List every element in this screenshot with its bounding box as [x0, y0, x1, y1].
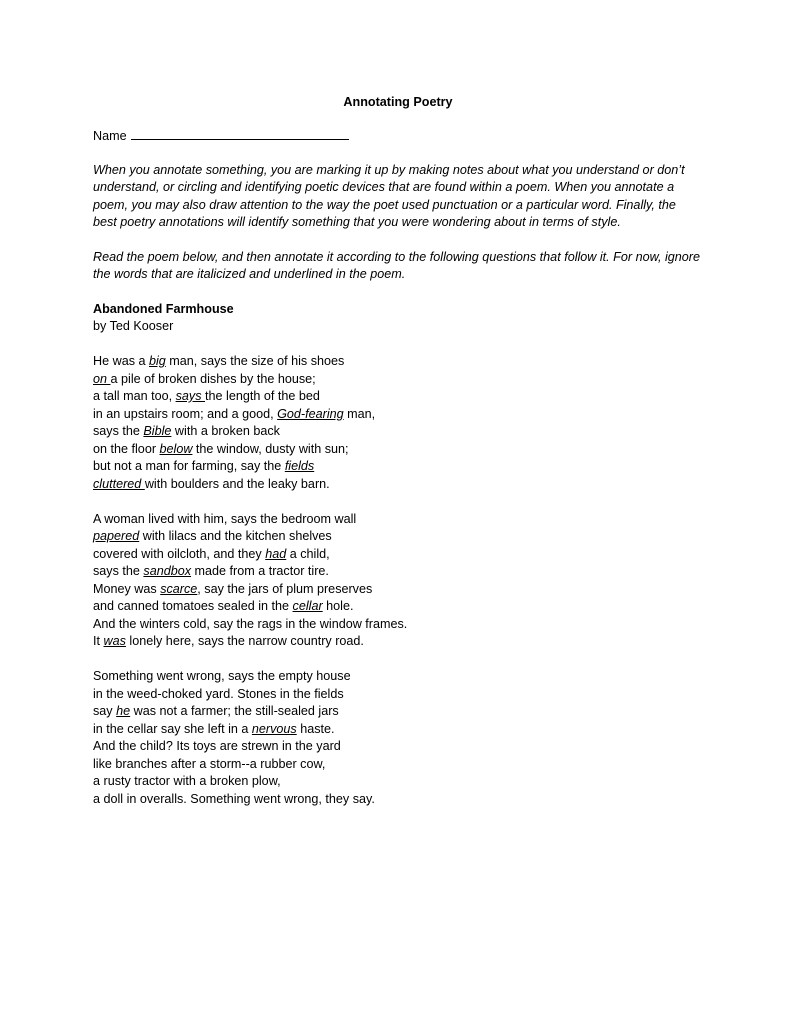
line-text: And the child? Its toys are strewn in the yard: [93, 739, 341, 753]
underlined-word: Bible: [143, 424, 172, 438]
name-label: Name: [93, 129, 127, 143]
line-text: with boulders and the leaky barn.: [144, 476, 330, 491]
line-text: in the weed-choked yard. Stones in the fields: [93, 686, 344, 701]
line-text: Something went wrong, says the empty house: [93, 669, 351, 683]
line-text: man, says the size of his shoes: [165, 354, 345, 368]
line-text: like branches after a storm--a rubber cow,: [93, 756, 326, 771]
poem-line: [93, 581, 703, 599]
line-text: with a broken back: [171, 424, 280, 438]
line-text: in an upstairs room; and a good,: [93, 406, 278, 421]
line-text: says the: [93, 564, 144, 578]
line-text: says the: [93, 424, 144, 438]
name-field-row: [93, 127, 703, 145]
line-text: , say the jars of plum preserves: [197, 581, 373, 596]
poem-line: [93, 668, 703, 686]
line-text: say: [93, 704, 117, 718]
line-text: was not a farmer; the still-sealed jars: [130, 704, 339, 718]
line-text: covered with oilcloth, and they: [93, 546, 266, 561]
poem-line: [93, 423, 703, 441]
poem-line: [93, 353, 703, 371]
poem-stanza-2: [93, 511, 703, 651]
line-text: a pile of broken dishes by the house;: [110, 371, 316, 386]
underlined-word: cluttered: [93, 476, 145, 491]
poem-author: by Ted Kooser: [93, 319, 174, 333]
underlined-word: was: [103, 634, 126, 648]
poem-body: [93, 353, 703, 808]
poem-line: [93, 738, 703, 756]
poem-line: [93, 458, 703, 476]
document-page: [93, 92, 703, 808]
page-title: Annotating Poetry: [343, 95, 453, 109]
underlined-word: had: [265, 546, 287, 561]
poem-line: [93, 686, 703, 704]
line-text: haste.: [296, 721, 335, 736]
poem-line: [93, 406, 703, 424]
underlined-word: below: [159, 441, 193, 456]
poem-stanza-3: [93, 668, 703, 808]
underlined-word: big: [149, 354, 166, 368]
underlined-word: sandbox: [143, 564, 192, 578]
poem-line: [93, 756, 703, 774]
line-text: a doll in overalls. Something went wrong, they say.: [93, 791, 375, 806]
poem-line: [93, 703, 703, 721]
poem-line: [93, 598, 703, 616]
poem-line: [93, 546, 703, 564]
poem-line: [93, 616, 703, 634]
line-text: the length of the bed: [205, 389, 320, 403]
poem-line: [93, 441, 703, 459]
poem-line: [93, 773, 703, 791]
poem-line: [93, 528, 703, 546]
line-text: hole.: [322, 599, 354, 613]
poem-line: [93, 791, 703, 809]
poem-line: [93, 371, 703, 389]
line-text: a child,: [286, 546, 330, 561]
line-text: in the cellar say she left in a: [93, 721, 252, 736]
line-text: And the winters cold, say the rags in the window frames.: [93, 616, 408, 631]
line-text: with lilacs and the kitchen shelves: [139, 529, 332, 543]
underlined-word: cellar: [292, 599, 323, 613]
line-text: made from a tractor tire.: [191, 564, 329, 578]
underlined-word: on: [93, 371, 111, 386]
intro-paragraph: When you annotate something, you are marking it up by making notes about what you understand or don’t understand, or circling and identifying poetic devices that are found within a poem. When you annotate a poem, you may also draw attention to the way the poet used punctuation or a particular word. Finally, the best poetry annotations will identify something that you were wondering about in terms of style.: [93, 162, 685, 229]
poem-line: [93, 476, 703, 494]
poem-line: [93, 721, 703, 739]
underlined-word: says: [175, 389, 206, 403]
poem-line: [93, 633, 703, 651]
line-text: lonely here, says the narrow country road.: [125, 634, 364, 648]
line-text: man,: [343, 406, 376, 421]
underlined-word: he: [116, 704, 131, 718]
line-text: A woman lived with him, says the bedroom wall: [93, 511, 357, 526]
line-text: Money was: [93, 581, 161, 596]
underlined-word: nervous: [251, 721, 297, 736]
line-text: a rusty tractor with a broken plow,: [93, 774, 281, 788]
underlined-word: papered: [93, 529, 140, 543]
underlined-word: God-fearing: [277, 406, 344, 421]
line-text: and canned tomatoes sealed in the: [93, 599, 293, 613]
line-text: He was a: [93, 354, 149, 368]
poem-line: [93, 388, 703, 406]
poem-line: [93, 563, 703, 581]
poem-title: Abandoned Farmhouse: [93, 301, 234, 316]
underlined-word: scarce: [160, 581, 198, 596]
line-text: but not a man for farming, say the: [93, 459, 285, 473]
line-text: the window, dusty with sun;: [192, 441, 349, 456]
poem-line: [93, 511, 703, 529]
underlined-word: fields: [284, 459, 315, 473]
line-text: It: [93, 634, 104, 648]
instructions-paragraph: Read the poem below, and then annotate it according to the following questions that follow it. For now, ignore the words that are italicized and underlined in the poem.: [93, 249, 700, 281]
poem-stanza-1: [93, 353, 703, 493]
name-blank-line[interactable]: [131, 127, 349, 140]
line-text: on the floor: [93, 441, 160, 456]
line-text: a tall man too,: [93, 389, 176, 403]
